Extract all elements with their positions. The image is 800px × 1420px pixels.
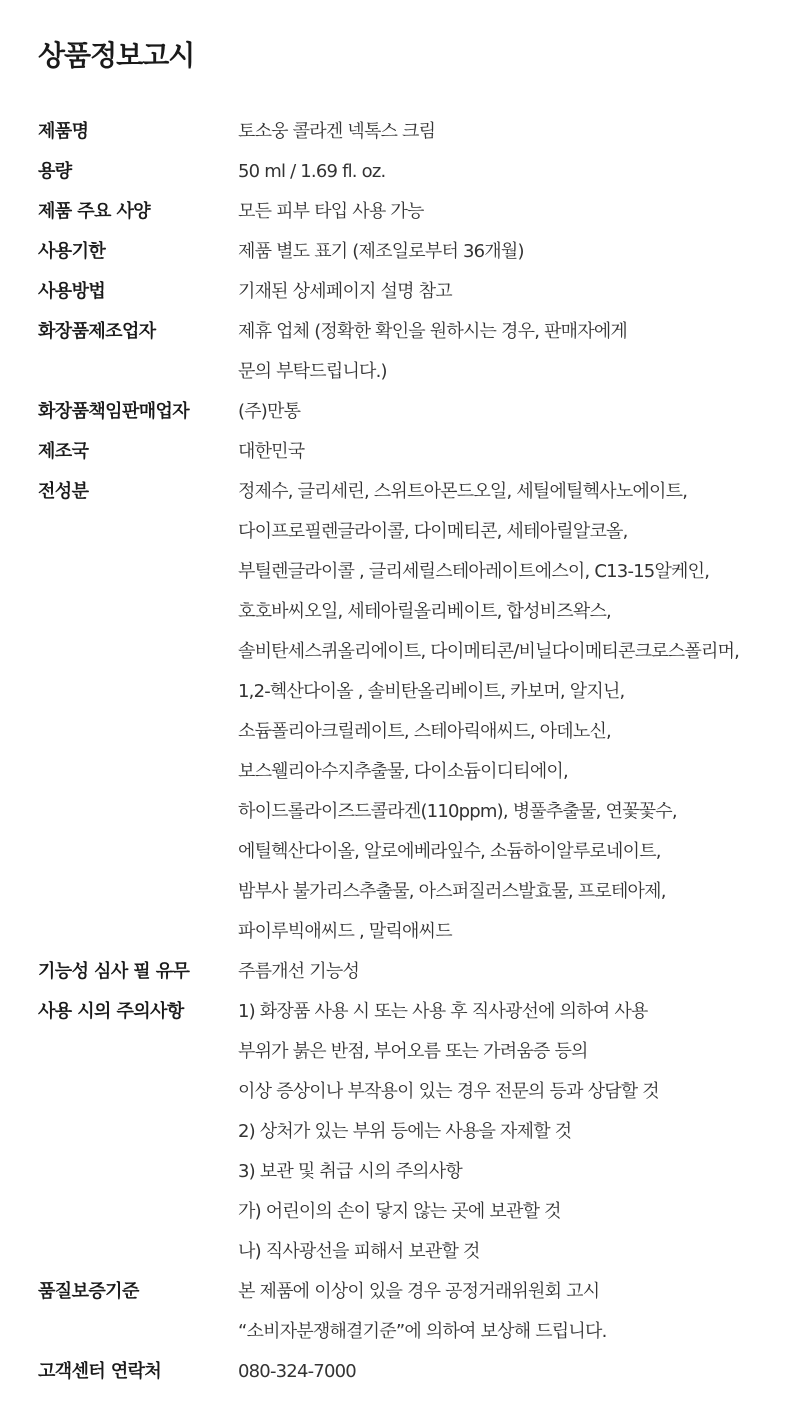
value-line: 3) 보관 및 취급 시의 주의사항 xyxy=(238,1161,462,1182)
value-line: 보스웰리아수지추출물, 다이소듐이디티에이, xyxy=(238,761,568,782)
info-value xyxy=(238,272,788,312)
value-line: 080-324-7000 xyxy=(238,1361,356,1382)
info-value xyxy=(238,152,788,192)
value-line: 2) 상처가 있는 부위 등에는 사용을 자제할 것 xyxy=(238,1121,572,1142)
value-line: 가) 어린이의 손이 닿지 않는 곳에 보관할 것 xyxy=(238,1201,561,1222)
value-line: 주름개선 기능성 xyxy=(238,961,360,982)
value-line: 1) 화장품 사용 시 또는 사용 후 직사광선에 의하여 사용 xyxy=(238,1001,648,1022)
product-info-table xyxy=(38,112,788,1392)
value-line: 에틸헥산다이올, 알로에베라잎수, 소듐하이알루로네이트, xyxy=(238,841,661,862)
info-label: 사용 시의 주의사항 xyxy=(38,1001,184,1022)
info-row-ingredients xyxy=(38,472,788,952)
page-title: 상품정보고시 xyxy=(38,39,195,72)
value-line: 1,2-헥산다이올 , 솔비탄올리베이트, 카보머, 알지닌, xyxy=(238,681,625,702)
value-line: 호호바씨오일, 세테아릴올리베이트, 합성비즈왁스, xyxy=(238,601,611,622)
info-value xyxy=(238,192,788,232)
value-line: 정제수, 글리세린, 스위트아몬드오일, 세틸에틸헥사노에이트, xyxy=(238,481,688,502)
info-label: 사용기한 xyxy=(38,241,106,262)
info-label: 화장품책임판매업자 xyxy=(38,401,190,422)
value-line: 제품 별도 표기 (제조일로부터 36개월) xyxy=(238,241,524,262)
info-label: 사용방법 xyxy=(38,281,106,302)
info-label: 품질보증기준 xyxy=(38,1281,139,1302)
info-value xyxy=(238,432,788,472)
info-label: 전성분 xyxy=(38,481,89,502)
info-value xyxy=(238,472,788,952)
info-label: 고객센터 연락처 xyxy=(38,1361,162,1382)
value-line: 부위가 붉은 반점, 부어오름 또는 가려움증 등의 xyxy=(238,1041,588,1062)
info-row-product-name xyxy=(38,112,788,152)
value-line: 기재된 상세페이지 설명 참고 xyxy=(238,281,452,302)
info-value xyxy=(238,992,788,1272)
value-line: 솔비탄세스퀴올리에이트, 다이메티콘/비닐다이메티콘크로스폴리머, xyxy=(238,641,740,662)
info-row-quality xyxy=(38,1272,788,1352)
value-line: 제휴 업체 (정확한 확인을 원하시는 경우, 판매자에게 xyxy=(238,321,628,342)
info-label: 제조국 xyxy=(38,441,89,462)
info-row-contact xyxy=(38,1352,788,1392)
value-line: 50 ml / 1.69 fl. oz. xyxy=(238,161,386,182)
value-line: 대한민국 xyxy=(238,441,305,462)
info-value xyxy=(238,112,788,152)
info-value xyxy=(238,1352,788,1392)
info-label: 화장품제조업자 xyxy=(38,321,156,342)
value-line: 본 제품에 이상이 있을 경우 공정거래위원회 고시 xyxy=(238,1281,600,1302)
value-line: 다이프로필렌글라이콜, 다이메티콘, 세테아릴알코올, xyxy=(238,521,628,542)
info-row-cautions xyxy=(38,992,788,1272)
info-row-volume xyxy=(38,152,788,192)
value-line: (주)만통 xyxy=(238,401,301,422)
value-line: 나) 직사광선을 피해서 보관할 것 xyxy=(238,1241,480,1262)
value-line: 이상 증상이나 부작용이 있는 경우 전문의 등과 상담할 것 xyxy=(238,1081,659,1102)
value-line: 하이드롤라이즈드콜라겐(110ppm), 병풀추출물, 연꽃꽃수, xyxy=(238,801,677,822)
value-line: 모든 피부 타입 사용 가능 xyxy=(238,201,424,222)
info-value xyxy=(238,392,788,432)
info-row-distributor xyxy=(38,392,788,432)
info-label: 제품 주요 사양 xyxy=(38,201,151,222)
value-line: 밤부사 불가리스추출물, 아스퍼질러스발효물, 프로테아제, xyxy=(238,881,666,902)
info-row-manufacturer xyxy=(38,312,788,392)
info-value xyxy=(238,1272,788,1352)
value-line: 부틸렌글라이콜 , 글리세릴스테아레이트에스이, C13-15알케인, xyxy=(238,561,710,582)
info-row-expiry xyxy=(38,232,788,272)
info-value xyxy=(238,312,788,392)
info-row-country xyxy=(38,432,788,472)
info-value xyxy=(238,232,788,272)
info-value xyxy=(238,952,788,992)
value-line: 파이루빅애씨드 , 말릭애씨드 xyxy=(238,921,452,942)
info-row-usage xyxy=(38,272,788,312)
value-line: 소듐폴리아크릴레이트, 스테아릭애씨드, 아데노신, xyxy=(238,721,611,742)
info-row-functional xyxy=(38,952,788,992)
info-label: 용량 xyxy=(38,161,72,182)
value-line: “소비자분쟁해결기준”에 의하여 보상해 드립니다. xyxy=(238,1321,607,1342)
info-row-main-spec xyxy=(38,192,788,232)
value-line: 문의 부탁드립니다.) xyxy=(238,361,387,382)
info-label: 제품명 xyxy=(38,121,89,142)
info-label: 기능성 심사 필 유무 xyxy=(38,961,190,982)
value-line: 토소웅 콜라겐 넥톡스 크림 xyxy=(238,121,436,142)
